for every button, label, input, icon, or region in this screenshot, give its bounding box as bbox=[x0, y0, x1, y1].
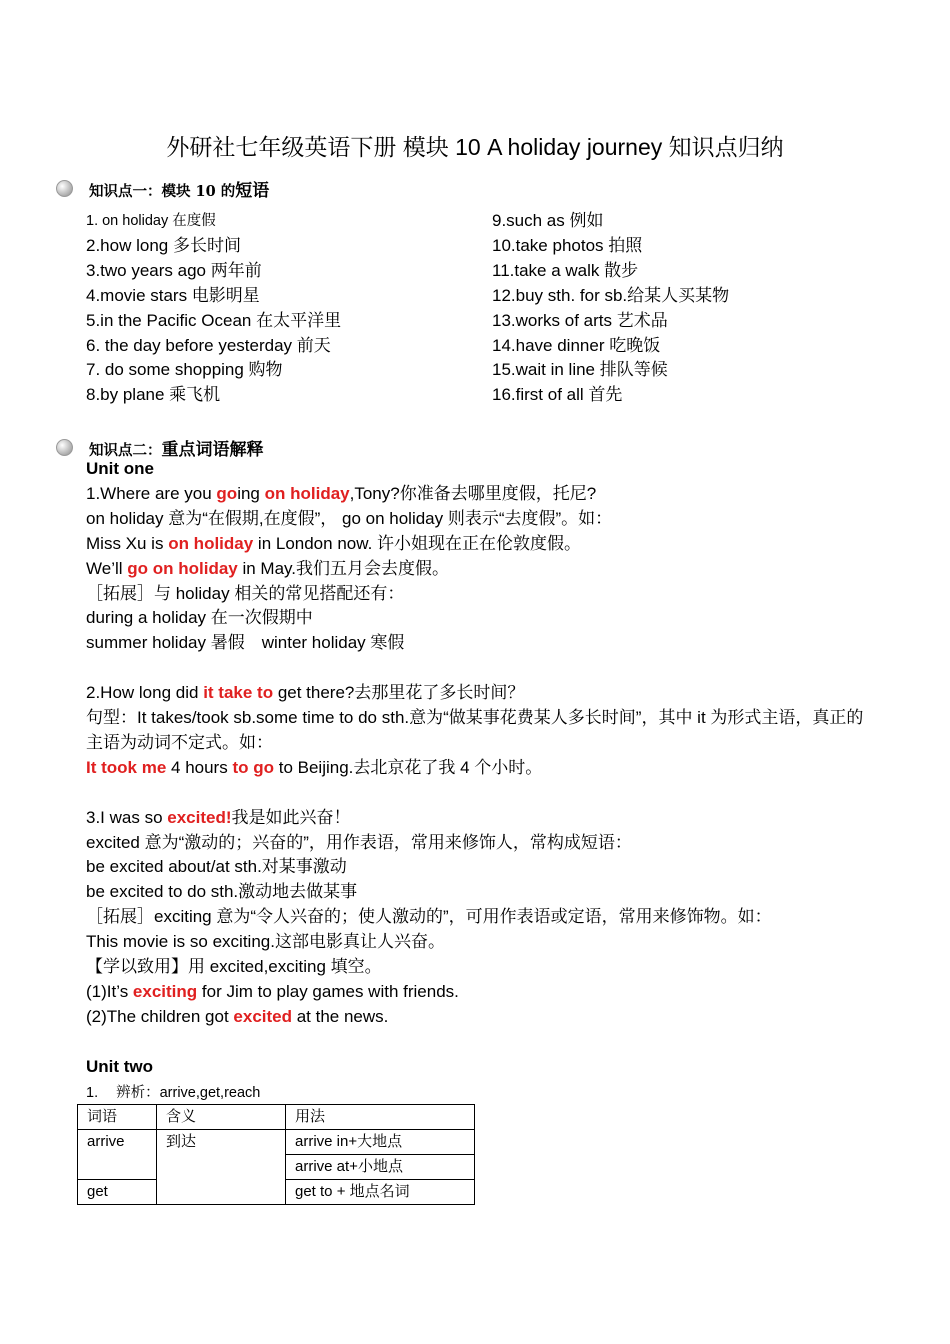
table-cell-usage: arrive at+小地点 bbox=[286, 1155, 475, 1180]
phrase-item: 12.buy sth. for sb.给某人买某物 bbox=[492, 285, 730, 305]
section-label: 知识点一：模块 10 的 bbox=[89, 182, 236, 200]
table-cell-word: arrive bbox=[78, 1130, 157, 1180]
phrase-item: 4.movie stars 电影明星 bbox=[86, 285, 260, 305]
table-cell-usage: arrive in+大地点 bbox=[286, 1130, 475, 1155]
phrase-item: 16.first of all 首先 bbox=[492, 385, 623, 405]
collocation-line: be excited about/at sth.对某事激动 bbox=[86, 857, 347, 877]
table-cell-usage: get to + 地点名词 bbox=[286, 1180, 475, 1205]
section-label-emphasis: 短语 bbox=[235, 180, 270, 201]
example-sentence: 3.I was so excited!我是如此兴奋！ bbox=[86, 807, 351, 827]
phrase-list-right bbox=[492, 209, 729, 408]
table-header-cell: 词语 bbox=[78, 1105, 157, 1130]
exercise-item: (1)It’s exciting for Jim to play games with friends. bbox=[86, 982, 459, 1001]
phrase-item: 10.take photos 拍照 bbox=[492, 235, 643, 255]
section-label-emphasis: 重点词语解释 bbox=[161, 439, 264, 460]
unit-one-heading: Unit one bbox=[86, 459, 154, 478]
collocation-line: during a holiday 在一次假期中 bbox=[86, 608, 313, 628]
table-cell-word: get bbox=[78, 1180, 157, 1205]
exercise-item: (2)The children got excited at the news. bbox=[86, 1006, 389, 1026]
table-header-row bbox=[78, 1105, 475, 1130]
section-heading-phrases bbox=[56, 176, 269, 200]
phrase-item: 3.two years ago 两年前 bbox=[86, 260, 262, 280]
example-sentence: Miss Xu is on holiday in London now. 许小姐现在正在伦敦度假。 bbox=[86, 533, 582, 553]
table-cell-meaning: 到达 bbox=[157, 1130, 286, 1205]
example-sentence: 1.Where are you going on holiday,Tony?你准备去哪里度假，托尼? bbox=[86, 483, 597, 503]
extension-line: ［拓展］与 holiday 相关的常见搭配还有： bbox=[86, 583, 405, 603]
example-sentence: It took me 4 hours to go to Beijing.去北京花了我 4 个小时。 bbox=[86, 757, 543, 777]
blank-line bbox=[86, 781, 876, 806]
unit-two-heading: Unit two bbox=[86, 1056, 154, 1076]
example-sentence: This movie is so exciting.这部电影真让人兴奋。 bbox=[86, 932, 445, 952]
phrase-item: 14.have dinner 吃晚饭 bbox=[492, 335, 661, 355]
table-row bbox=[78, 1130, 475, 1155]
phrase-item: 13.works of arts 艺术品 bbox=[492, 310, 668, 330]
exercise-instruction: 【学以致用】用 excited,exciting 填空。 bbox=[86, 957, 382, 977]
phrase-item: 7. do some shopping 购物 bbox=[86, 360, 283, 380]
section-heading-key-words bbox=[56, 435, 264, 459]
phrase-item: 6. the day before yesterday 前天 bbox=[86, 335, 331, 355]
table-header-cell: 含义 bbox=[157, 1105, 286, 1130]
phrase-item: 1. on holiday 在度假 bbox=[86, 213, 216, 229]
explanation-line: 句型：It takes/took sb.some time to do sth.意为“做某事花费某人多长时间”，其中 it 为形式主语，真正的主语为动词不定式。如： bbox=[86, 708, 864, 752]
blank-line bbox=[86, 656, 876, 681]
phrase-list-left bbox=[86, 209, 341, 408]
phrase-item: 8.by plane 乘飞机 bbox=[86, 385, 221, 405]
table-header-cell: 用法 bbox=[286, 1105, 475, 1130]
explanation-line: on holiday 意为“在假期,在度假”， go on holiday 则表示“去度假”。如： bbox=[86, 508, 613, 528]
collocation-line: summer holiday 暑假 winter holiday 寒假 bbox=[86, 633, 405, 653]
unit-one-block bbox=[86, 457, 876, 1106]
collocation-line: be excited to do sth.激动地去做某事 bbox=[86, 882, 358, 902]
comparison-heading: 1. 辨析：arrive,get,reach bbox=[86, 1084, 261, 1101]
document-title: 外研社七年级英语下册 模块 10 A holiday journey 知识点归纳 bbox=[166, 134, 784, 160]
example-sentence: We’ll go on holiday in May.我们五月会去度假。 bbox=[86, 558, 450, 578]
word-comparison-table bbox=[77, 1104, 475, 1205]
gray-ball-bullet-icon bbox=[56, 180, 73, 197]
gray-ball-bullet-icon bbox=[56, 439, 73, 456]
phrase-item: 2.how long 多长时间 bbox=[86, 235, 241, 255]
phrase-item: 9.such as 例如 bbox=[492, 211, 604, 230]
extension-line: ［拓展］exciting 意为“令人兴奋的；使人激动的”，可用作表语或定语，常用来修饰物。如： bbox=[86, 907, 772, 927]
explanation-line: excited 意为“激动的；兴奋的”，用作表语，常用来修饰人，常构成短语： bbox=[86, 832, 632, 852]
phrase-item: 15.wait in line 排队等候 bbox=[492, 360, 668, 380]
blank-line bbox=[86, 1030, 876, 1055]
phrase-item: 11.take a walk 散步 bbox=[492, 260, 639, 280]
phrase-item: 5.in the Pacific Ocean 在太平洋里 bbox=[86, 310, 342, 330]
example-sentence: 2.How long did it take to get there?去那里花了多长时间？ bbox=[86, 683, 525, 703]
section-label: 知识点二： bbox=[89, 441, 162, 459]
